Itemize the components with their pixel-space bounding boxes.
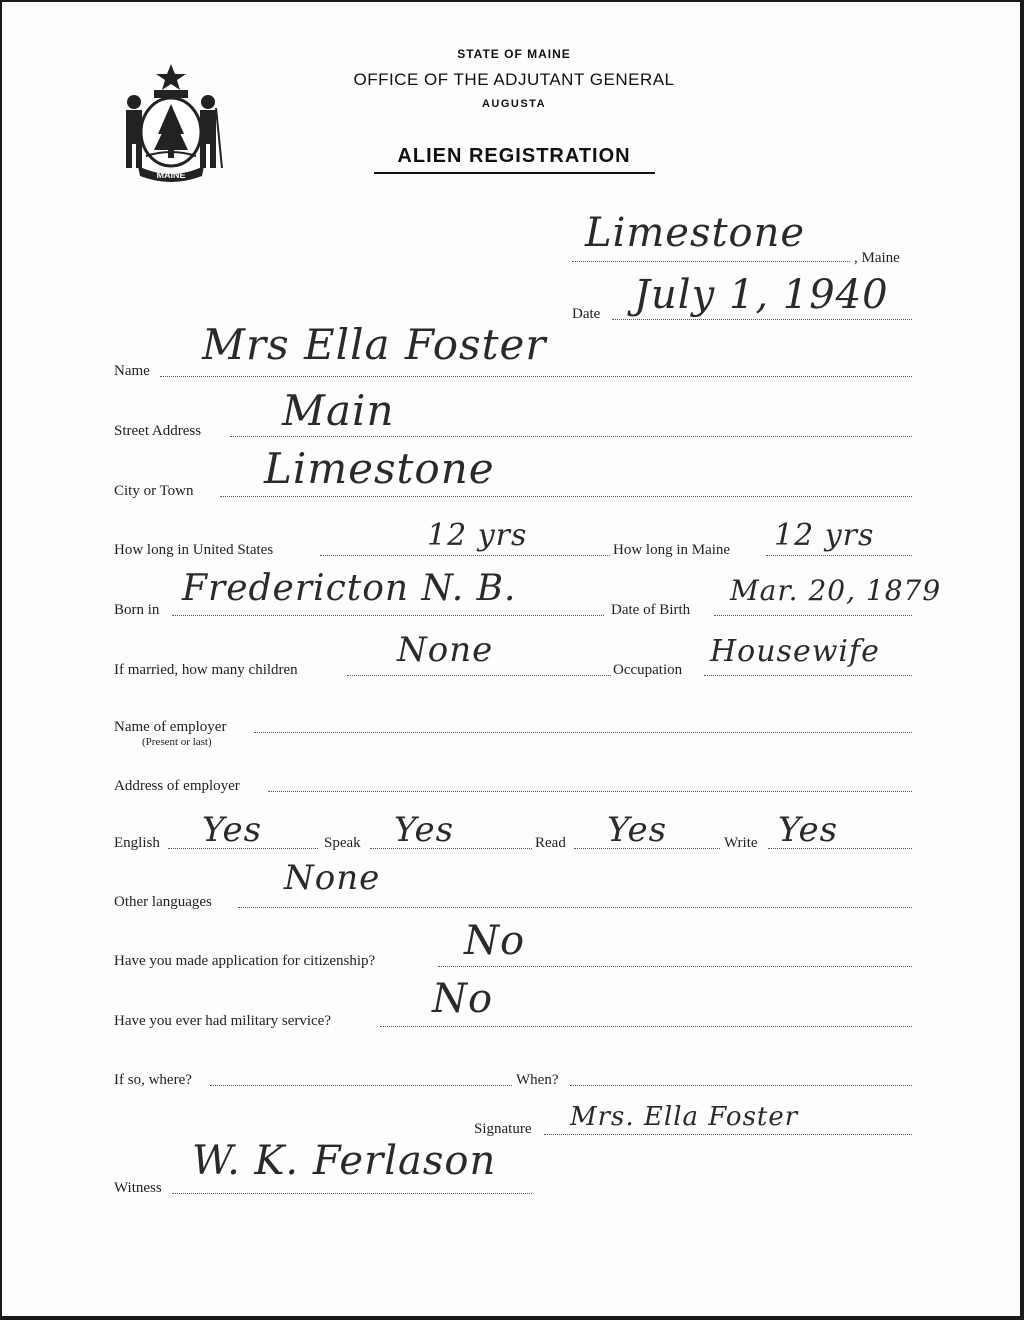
signature-line <box>544 1134 912 1135</box>
write-value: Yes <box>778 810 839 850</box>
military-line <box>380 1026 912 1027</box>
town-value: Limestone <box>585 210 806 256</box>
maine-duration-line <box>766 555 912 556</box>
name-value: Mrs Ella Foster <box>202 320 547 369</box>
speak-value: Yes <box>394 810 455 850</box>
birthdate-value: Mar. 20, 1879 <box>730 574 942 607</box>
maine-duration-label: How long in Maine <box>613 542 731 558</box>
birthplace-value: Fredericton N. B. <box>182 568 517 609</box>
name-line <box>160 376 912 377</box>
english-label: English <box>114 835 160 851</box>
english-value: Yes <box>202 810 263 850</box>
name-label: Name <box>114 363 150 379</box>
maine-suffix-label: , Maine <box>854 250 900 266</box>
when-label: When? <box>516 1072 559 1088</box>
witness-line <box>172 1193 532 1194</box>
date-label: Date <box>572 306 601 322</box>
read-value: Yes <box>607 810 668 850</box>
children-value: None <box>397 630 494 670</box>
children-label: If married, how many children <box>114 662 298 678</box>
other-languages-line <box>238 907 912 908</box>
city-heading: AUGUSTA <box>481 98 547 110</box>
where-label: If so, where? <box>114 1072 192 1088</box>
occupation-label: Occupation <box>613 662 683 678</box>
employer-line <box>254 732 912 733</box>
street-line <box>230 436 912 437</box>
speak-label: Speak <box>324 835 361 851</box>
birthdate-label: Date of Birth <box>611 602 691 618</box>
street-label: Street Address <box>114 423 202 439</box>
where-line <box>210 1085 512 1086</box>
other-languages-value: None <box>284 858 381 898</box>
us-duration-value: 12 yrs <box>427 518 528 553</box>
city-line <box>220 496 912 497</box>
birthplace-label: Born in <box>114 602 160 618</box>
seal-banner-label: MAINE <box>156 170 186 180</box>
when-line <box>570 1085 912 1086</box>
children-line <box>347 675 611 676</box>
us-duration-label: How long in United States <box>114 542 274 558</box>
other-languages-label: Other languages <box>114 894 212 910</box>
form-title: ALIEN REGISTRATION <box>397 145 631 167</box>
town-line <box>572 261 850 262</box>
citizenship-line <box>438 966 912 967</box>
employer-address-line <box>268 791 912 792</box>
occupation-line <box>704 675 912 676</box>
city-label: City or Town <box>114 483 194 499</box>
occupation-value: Housewife <box>710 634 880 669</box>
maine-state-seal-icon <box>116 60 226 184</box>
military-label: Have you ever had military service? <box>114 1013 331 1029</box>
date-value: July 1, 1940 <box>634 272 889 318</box>
citizenship-value: No <box>464 918 526 964</box>
witness-label: Witness <box>114 1180 162 1196</box>
signature-label: Signature <box>474 1121 532 1137</box>
date-line <box>612 319 912 320</box>
read-label: Read <box>535 835 566 851</box>
office-heading: OFFICE OF THE ADJUTANT GENERAL <box>353 70 675 89</box>
write-label: Write <box>724 835 758 851</box>
birthdate-line <box>714 615 912 616</box>
employer-address-label: Address of employer <box>114 778 240 794</box>
citizenship-label: Have you made application for citizenship? <box>114 953 376 969</box>
registration-form-sheet <box>2 2 1020 1316</box>
city-value: Limestone <box>264 444 495 493</box>
employer-label: Name of employer <box>114 719 227 735</box>
state-heading: STATE OF MAINE <box>457 47 571 61</box>
signature-value: Mrs. Ella Foster <box>570 1102 799 1132</box>
military-value: No <box>432 976 494 1022</box>
street-value: Main <box>282 386 395 435</box>
employer-sublabel: (Present or last) <box>142 736 212 748</box>
witness-value: W. K. Ferlason <box>192 1138 497 1184</box>
title-underline <box>374 172 655 174</box>
us-duration-line <box>320 555 610 556</box>
maine-duration-value: 12 yrs <box>774 518 875 553</box>
birthplace-line <box>172 615 604 616</box>
